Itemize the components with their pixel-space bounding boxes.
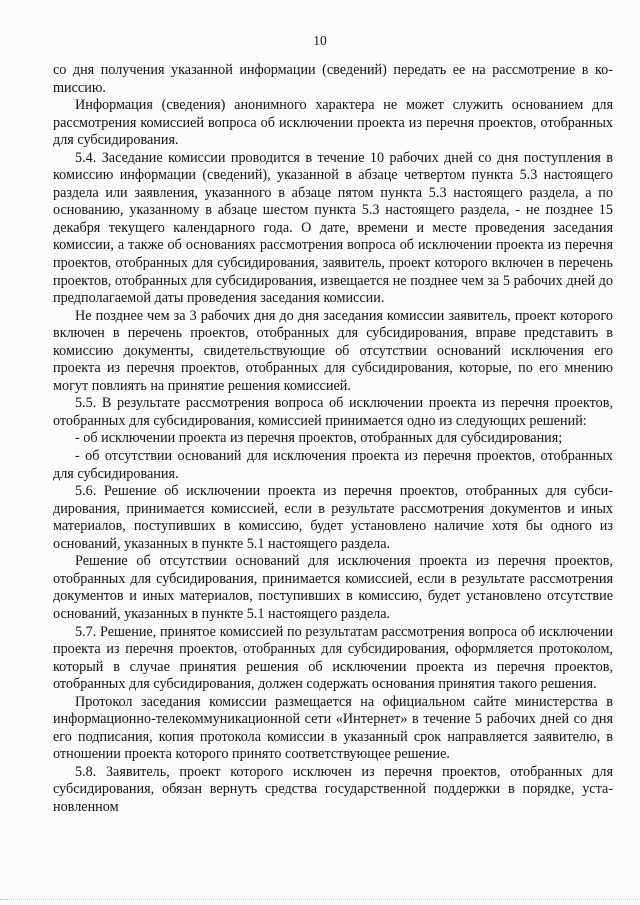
paragraph-continuation: со дня получения указанной информации (сведений) передать ее на рассмотрение в коmиссию. — [53, 62, 613, 96]
page-number: 10 — [313, 33, 327, 48]
list-item-exclusion: - об исключении проекта из перечня проектов, отобранных для субсидирования; — [75, 430, 563, 447]
paragraph-5-6-no-grounds: Решение об отсутствии оснований для исключения проекта из перечня проектов, отобранных для субсидирования, принимается комиссией, если в результате рассмотрения документов и иных материалов, поступивших в комиссию, будет установлено отсутствие оснований, указанных в пункте 5.1 настоящего раздела. — [53, 553, 613, 622]
list-item-no-grounds: - об отсутствии оснований для исключения проекта из перечня проектов, отобранных для субсидирования. — [53, 448, 613, 482]
paragraph-5-5: 5.5. В результате рассмотрения вопроса об исключении проекта из перечня проектов, отобранных для субсидирования, комиссией принимается одно из следующих решений: — [53, 395, 613, 429]
paragraph-protocol: Протокол заседания комиссии размещается на официальном сайте министерства в информационно-телекоммуникационной сети «Интернет» в течение 5 рабочих дней со дня его подписания, копия протокола комиссии в указанный срок направляется заявителю, в отношении проекта которого принято соответствующее решение. — [53, 693, 613, 763]
paragraph-5-7: 5.7. Решение, принятое комиссией по результатам рассмотрения вопроса об исключении проекта из перечня проектов, отобранных для субсидирования, оформляется протоколом, который в случае принятия решения об исключении проекта из перечня проектов, отобранных для субсидирования, должен содержать основания принятия такого решения. — [53, 623, 613, 693]
paragraph-anonymous-info: Информация (сведения) анонимного характера не может служить основанием для рассмотрения комиссией вопроса об исключении проекта из перечня проектов, отобранных для субсидирования. — [53, 97, 613, 149]
scan-edge-divider — [0, 899, 640, 900]
paragraph-5-8: 5.8. Заявитель, проект которого исключен из перечня проектов, отобранных для субсидирования, обязан вернуть средства государственной поддержки в порядке, установленном — [53, 763, 613, 815]
document-body — [53, 62, 613, 817]
paragraph-5-6: 5.6. Решение об исключении проекта из перечня проектов, отобранных для субсидирования, принимается комиссией, если в результате рассмотрения документов и иных материалов, поступивших в комиссию, будет установлено наличие хотя бы одного из оснований, указанных в пункте 5.1 настоящего раздела. — [53, 483, 613, 552]
paragraph-5-4: 5.4. Заседание комиссии проводится в течение 10 рабочих дней со дня поступления в комиссию информации (сведений), указанной в абзаце четвертом пункта 5.3 настоящего раздела или заявления, указанного в абзаце пятом пункта 5.3 настоящего раздела, а по основанию, указанному в абзаце шестом пункта 5.3 настоящего раздела, - не позднее 15 декабря текущего календарного года. О дате, времени и месте проведения заседания комиссии, а также об основаниях рассмотрения вопроса об исключении проекта из перечня проектов, отобранных для субсидирования, заявитель, проект которого включен в перечень проектов, отобранных для субсидирования, извещается не позднее чем за 5 рабочих дней до предполагаемой даты проведения заседания комиссии. — [53, 149, 613, 307]
paragraph-5-4-documents: Не позднее чем за 3 рабочих дня до дня заседания комиссии заявитель, проект которого включен в перечень проектов, отобранных для субсидирования, вправе представить в комиссию документы, свидетельствующие об отсутствии оснований исключения его проекта из перечня проектов, отобранных для субсидирования, которые, по его мнению могут повлиять на принятие решения комиссией. — [53, 307, 613, 394]
